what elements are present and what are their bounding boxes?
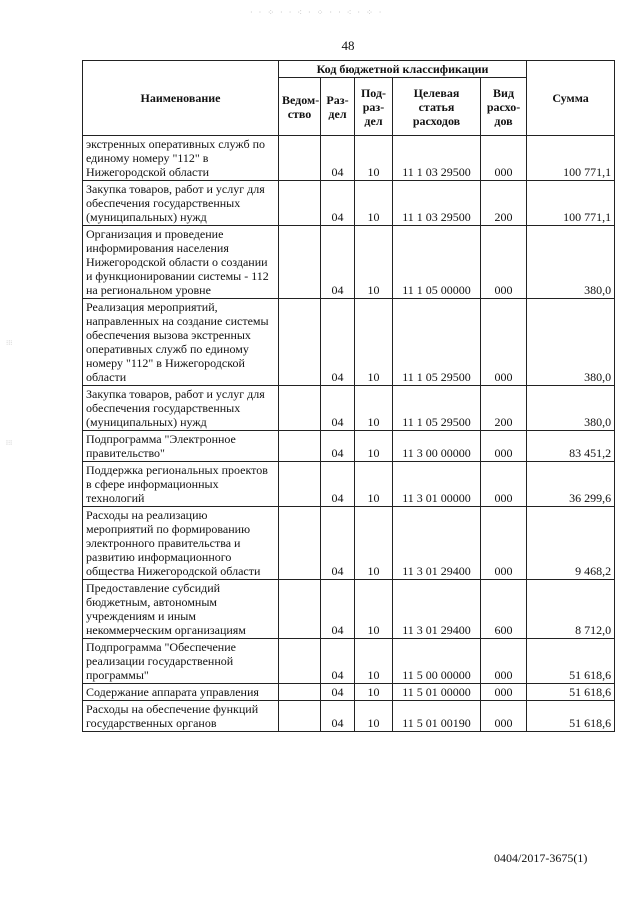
cell-target: 11 5 01 00190 (393, 701, 481, 732)
cell-name: Реализация мероприятий, направленных на создание системы обеспечения вызова экстренных оперативных служб по единому номеру "112" в Нижегородской области (83, 299, 279, 386)
table-row (83, 136, 615, 181)
cell-vedomstvo (279, 462, 321, 507)
cell-sum: 36 299,6 (527, 462, 615, 507)
table-row (83, 684, 615, 701)
header-name: Наименование (83, 61, 279, 136)
cell-razdel: 04 (321, 684, 355, 701)
table-row (83, 299, 615, 386)
cell-vid: 000 (481, 701, 527, 732)
cell-vedomstvo (279, 299, 321, 386)
cell-sum: 83 451,2 (527, 431, 615, 462)
cell-sum: 51 618,6 (527, 639, 615, 684)
cell-target: 11 1 05 29500 (393, 386, 481, 431)
cell-name: Предоставление субсидий бюджетным, автономным учреждениям и иным некоммерческим организациям (83, 580, 279, 639)
scan-artifact: · · ⁘ · · ⁖ · ⁘ · · ⁖ · ⁘ · (250, 8, 384, 17)
table-row (83, 507, 615, 580)
cell-vid: 000 (481, 507, 527, 580)
cell-sum: 380,0 (527, 386, 615, 431)
cell-vid: 000 (481, 136, 527, 181)
cell-vid: 200 (481, 181, 527, 226)
table-row (83, 181, 615, 226)
cell-vid: 000 (481, 299, 527, 386)
header-code-group: Код бюджетной классификации (279, 61, 527, 78)
scan-margin-artifact: ⁝⁞⁝ (6, 339, 13, 347)
cell-podrazdel: 10 (355, 462, 393, 507)
cell-vedomstvo (279, 580, 321, 639)
cell-target: 11 5 00 00000 (393, 639, 481, 684)
cell-vid: 000 (481, 462, 527, 507)
cell-sum: 51 618,6 (527, 701, 615, 732)
budget-table-container (82, 60, 614, 732)
cell-vedomstvo (279, 136, 321, 181)
cell-target: 11 3 00 00000 (393, 431, 481, 462)
cell-sum: 100 771,1 (527, 181, 615, 226)
cell-podrazdel: 10 (355, 580, 393, 639)
cell-name: экстренных оперативных служб по единому номеру "112" в Нижегородской области (83, 136, 279, 181)
cell-name: Расходы на реализацию мероприятий по формированию электронного правительства и развитию информационного общества Нижегородской области (83, 507, 279, 580)
header-podrazdel: Под-раз-дел (355, 78, 393, 136)
table-row (83, 462, 615, 507)
cell-name: Закупка товаров, работ и услуг для обеспечения государственных (муниципальных) нужд (83, 386, 279, 431)
cell-vid: 000 (481, 226, 527, 299)
cell-target: 11 5 01 00000 (393, 684, 481, 701)
cell-vid: 200 (481, 386, 527, 431)
table-row (83, 386, 615, 431)
cell-vid: 600 (481, 580, 527, 639)
table-body (83, 136, 615, 732)
cell-target: 11 1 05 29500 (393, 299, 481, 386)
cell-podrazdel: 10 (355, 181, 393, 226)
cell-target: 11 3 01 00000 (393, 462, 481, 507)
table-row (83, 226, 615, 299)
cell-sum: 380,0 (527, 299, 615, 386)
cell-podrazdel: 10 (355, 507, 393, 580)
cell-podrazdel: 10 (355, 431, 393, 462)
table-row (83, 431, 615, 462)
cell-target: 11 1 03 29500 (393, 136, 481, 181)
scan-margin-artifact: ⁞⁝⁞ (6, 439, 13, 447)
cell-target: 11 1 05 00000 (393, 226, 481, 299)
cell-name: Организация и проведение информирования населения Нижегородской области о создании и функционировании системы - 112 на региональном уровне (83, 226, 279, 299)
cell-podrazdel: 10 (355, 299, 393, 386)
cell-podrazdel: 10 (355, 639, 393, 684)
header-razdel: Раз-дел (321, 78, 355, 136)
cell-razdel: 04 (321, 639, 355, 684)
cell-name: Подпрограмма "Обеспечение реализации государственной программы" (83, 639, 279, 684)
cell-razdel: 04 (321, 431, 355, 462)
cell-sum: 51 618,6 (527, 684, 615, 701)
cell-sum: 100 771,1 (527, 136, 615, 181)
cell-sum: 9 468,2 (527, 507, 615, 580)
header-vedomstvo: Ведом-ство (279, 78, 321, 136)
cell-vedomstvo (279, 701, 321, 732)
cell-razdel: 04 (321, 226, 355, 299)
budget-table (82, 60, 615, 732)
cell-razdel: 04 (321, 462, 355, 507)
header-sum: Сумма (527, 61, 615, 136)
page-number: 48 (341, 38, 355, 53)
cell-podrazdel: 10 (355, 701, 393, 732)
cell-vedomstvo (279, 507, 321, 580)
cell-sum: 8 712,0 (527, 580, 615, 639)
cell-vedomstvo (279, 181, 321, 226)
cell-name: Закупка товаров, работ и услуг для обеспечения государственных (муниципальных) нужд (83, 181, 279, 226)
cell-vedomstvo (279, 386, 321, 431)
cell-vedomstvo (279, 226, 321, 299)
cell-name: Поддержка региональных проектов в сфере информационных технологий (83, 462, 279, 507)
cell-razdel: 04 (321, 136, 355, 181)
cell-podrazdel: 10 (355, 136, 393, 181)
cell-podrazdel: 10 (355, 386, 393, 431)
header-vid: Вид расхо-дов (481, 78, 527, 136)
cell-vedomstvo (279, 431, 321, 462)
cell-vid: 000 (481, 639, 527, 684)
cell-name: Расходы на обеспечение функций государственных органов (83, 701, 279, 732)
cell-vid: 000 (481, 431, 527, 462)
cell-razdel: 04 (321, 299, 355, 386)
table-row (83, 639, 615, 684)
cell-target: 11 3 01 29400 (393, 580, 481, 639)
cell-name: Содержание аппарата управления (83, 684, 279, 701)
cell-razdel: 04 (321, 181, 355, 226)
cell-razdel: 04 (321, 701, 355, 732)
cell-razdel: 04 (321, 580, 355, 639)
cell-podrazdel: 10 (355, 226, 393, 299)
cell-razdel: 04 (321, 386, 355, 431)
cell-podrazdel: 10 (355, 684, 393, 701)
cell-razdel: 04 (321, 507, 355, 580)
table-row (83, 701, 615, 732)
cell-name: Подпрограмма "Электронное правительство" (83, 431, 279, 462)
cell-sum: 380,0 (527, 226, 615, 299)
cell-target: 11 3 01 29400 (393, 507, 481, 580)
table-row (83, 580, 615, 639)
cell-vid: 000 (481, 684, 527, 701)
cell-vedomstvo (279, 684, 321, 701)
header-target: Целевая статья расходов (393, 78, 481, 136)
cell-vedomstvo (279, 639, 321, 684)
document-code: 0404/2017-3675(1) (494, 851, 588, 865)
cell-target: 11 1 03 29500 (393, 181, 481, 226)
